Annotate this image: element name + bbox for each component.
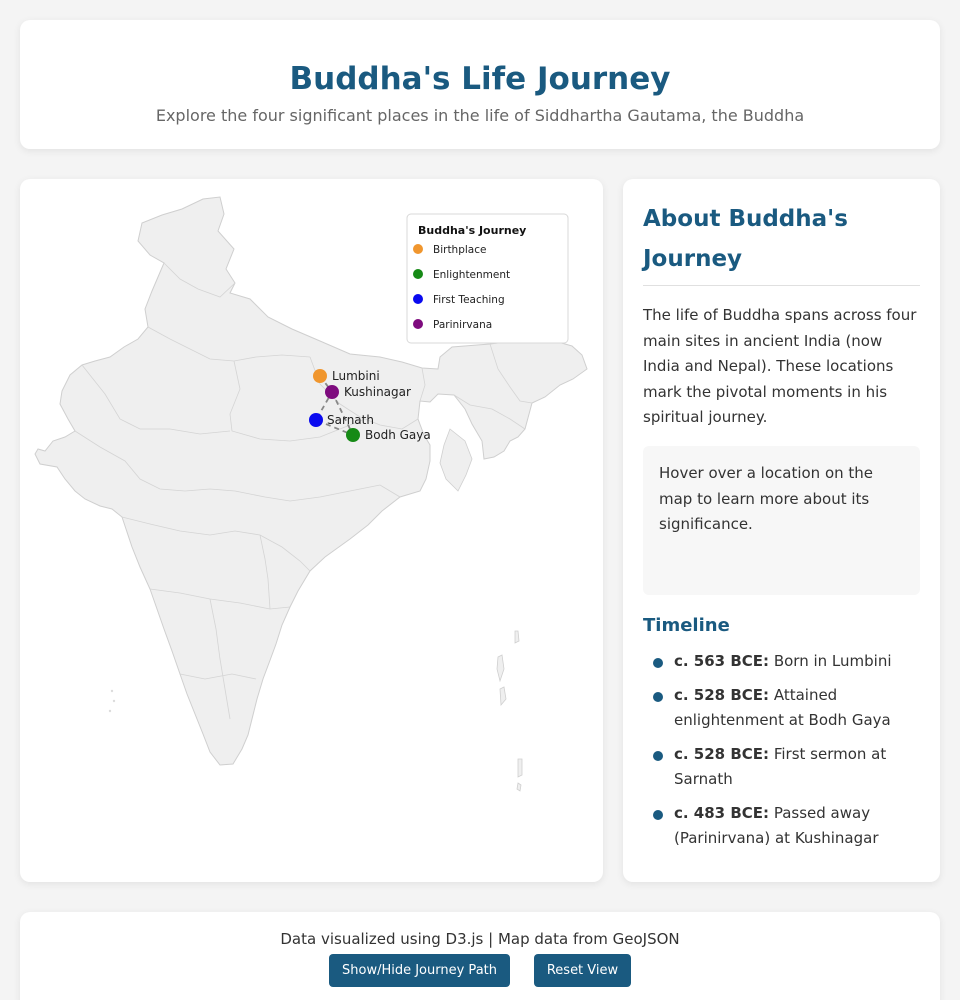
info-description: The life of Buddha spans across four main sites in ancient India (now India and Nepal). These locations mark the pivotal moments in his spiritual journey.	[643, 306, 917, 426]
footer-credit: Data visualized using D3.js | Map data from GeoJSON	[280, 930, 680, 948]
reset-view-button[interactable]: Reset View	[534, 954, 631, 987]
timeline-item	[653, 649, 913, 675]
map-card	[20, 179, 603, 882]
footer-card	[20, 912, 940, 1000]
legend-item-parinirvana: Parinirvana	[433, 319, 493, 331]
timeline-date: c. 563 BCE:	[674, 652, 770, 670]
info-title: About Buddha's Journey	[643, 206, 848, 272]
header-card	[20, 20, 940, 149]
timeline-text: Passed away (Parinirvana) at Kushinagar	[674, 803, 879, 847]
info-card	[623, 179, 940, 882]
bullet-icon	[653, 810, 663, 820]
info-divider	[643, 285, 920, 286]
page-title: Buddha's Life Journey	[289, 61, 671, 97]
timeline-text: Born in Lumbini	[773, 652, 892, 670]
timeline-text: Attained enlightenment at Bodh Gaya	[674, 685, 891, 729]
page-subtitle: Explore the four significant places in the life of Siddhartha Gautama, the Buddha	[155, 106, 805, 125]
timeline-item	[653, 742, 913, 793]
bullet-icon	[653, 658, 663, 668]
timeline-date: c. 528 BCE:	[674, 685, 770, 704]
timeline-text: First sermon at Sarnath	[674, 744, 887, 788]
legend-title: Buddha's Journey	[418, 224, 527, 237]
timeline-item	[653, 683, 913, 734]
timeline-date: c. 483 BCE:	[674, 803, 770, 822]
legend-item-enlightenment: Enlightenment	[433, 269, 511, 281]
bullet-icon	[653, 692, 663, 702]
marker-bodh-gaya-label: Bodh Gaya	[365, 428, 431, 442]
timeline-list	[653, 649, 913, 860]
bullet-icon	[653, 751, 663, 761]
map-legend	[407, 214, 568, 343]
marker-sarnath[interactable]	[309, 413, 374, 427]
legend-item-birthplace: Birthplace	[433, 244, 487, 256]
legend-item-first-teaching: First Teaching	[433, 294, 505, 306]
india-map[interactable]	[20, 179, 603, 882]
marker-lumbini[interactable]	[313, 369, 380, 383]
timeline-date: c. 528 BCE:	[674, 744, 770, 763]
marker-sarnath-label: Sarnath	[327, 413, 374, 427]
timeline-item	[653, 801, 913, 852]
toggle-journey-path-button[interactable]: Show/Hide Journey Path	[329, 954, 510, 987]
location-details-box: Hover over a location on the map to learn more about its significance.	[643, 446, 920, 595]
marker-kushinagar-label: Kushinagar	[344, 385, 411, 399]
marker-lumbini-label: Lumbini	[332, 369, 380, 383]
timeline-title: Timeline	[643, 615, 730, 636]
